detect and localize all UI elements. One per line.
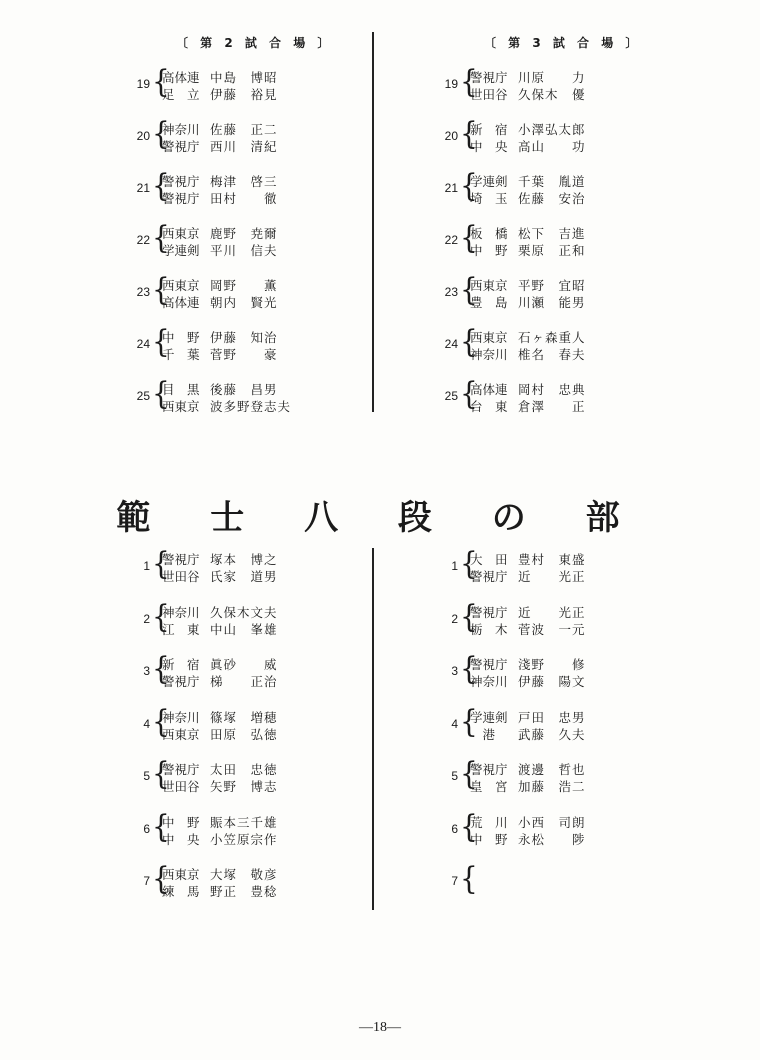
competitor-name: 倉澤 正 (518, 399, 586, 414)
match-number: 23 (136, 285, 150, 299)
competitor-affiliation: 神奈川 (470, 674, 508, 689)
pairing-brace-icon: { (459, 168, 478, 204)
competitor-affiliation: 神奈川 (162, 604, 200, 620)
match-pair (440, 376, 620, 416)
top-divider-line (372, 32, 374, 412)
match-number: 25 (444, 389, 458, 403)
competitor-affiliation: 千 葉 (162, 347, 200, 362)
competitor-row (470, 657, 604, 673)
match-pair (132, 168, 312, 208)
competitor-affiliation: 学連剣 (470, 174, 508, 189)
competitor-row (162, 347, 296, 363)
competitor-name: 加藤 浩二 (518, 779, 586, 794)
match-number: 2 (143, 611, 150, 626)
competitor-affiliation: 警視庁 (162, 552, 200, 567)
competitor-name: 小西 司朗 (518, 814, 586, 830)
competitor-row (162, 832, 296, 848)
match-pair (440, 272, 620, 312)
match-pair (440, 808, 620, 849)
competitor-row (162, 399, 296, 415)
competitor-row (162, 87, 296, 103)
pairing-brace-icon: { (151, 861, 170, 897)
pairing-brace-icon: { (151, 324, 170, 360)
competitor-row (470, 762, 604, 778)
pairing-brace-icon: { (459, 651, 478, 687)
competitor-affiliation: 西東京 (162, 278, 200, 293)
competitor-affiliation: 豊 島 (470, 295, 508, 310)
match-pair (132, 651, 312, 691)
competitor-row (470, 139, 604, 155)
competitor-row (470, 710, 604, 726)
competitor-affiliation: 西東京 (470, 278, 508, 293)
competitor-row (470, 330, 604, 346)
match-number: 20 (136, 129, 150, 143)
competitor-name: 渡邊 哲也 (518, 762, 586, 777)
competitor-name: 菅波 一元 (518, 621, 586, 637)
match-pair (440, 168, 620, 208)
match-number: 1 (451, 559, 458, 573)
competitor-affiliation: 高体連 (470, 382, 508, 397)
competitor-row (470, 347, 604, 363)
competitor-name: 梅津 啓三 (210, 174, 278, 189)
competitor-affiliation: 世田谷 (162, 779, 200, 794)
pairing-brace-icon: { (459, 756, 478, 792)
competitor-affiliation: 神奈川 (470, 347, 508, 362)
section-title: 範 士 八 段 の 部 (116, 498, 644, 538)
pairing-brace-icon: { (151, 376, 170, 412)
match-number: 21 (444, 181, 458, 195)
competitor-affiliation: 中 野 (162, 330, 200, 345)
match-pair (132, 703, 312, 744)
match-number: 22 (444, 233, 458, 247)
match-pair (132, 756, 312, 796)
pairing-brace-icon: { (151, 808, 170, 845)
pairing-brace-icon: { (459, 703, 478, 740)
competitor-affiliation: 中 野 (470, 243, 508, 258)
match-number: 4 (143, 716, 150, 731)
match-number: 24 (444, 337, 458, 351)
competitor-name: 大塚 敬彦 (210, 867, 278, 882)
match-pair (440, 703, 620, 744)
competitor-name: 菅野 豪 (210, 347, 278, 362)
competitor-affiliation: 警視庁 (470, 657, 508, 672)
competitor-row (162, 657, 296, 673)
competitor-name: 戸田 忠男 (518, 709, 586, 725)
competitor-affiliation: 警視庁 (470, 70, 508, 85)
competitor-affiliation: 警視庁 (470, 604, 508, 620)
match-number: 21 (136, 181, 150, 195)
competitor-affiliation: 警視庁 (162, 674, 200, 689)
competitor-row (470, 552, 604, 568)
competitor-affiliation: 警視庁 (470, 762, 508, 777)
competitor-row (162, 295, 296, 311)
competitor-name: 篠塚 増穂 (210, 709, 278, 725)
court-3-header: 〔 第 3 試 合 場 〕 (484, 36, 642, 50)
competitor-affiliation: 足 立 (162, 87, 200, 102)
competitor-row (470, 70, 604, 86)
match-number: 1 (143, 559, 150, 573)
pairing-brace-icon: { (151, 703, 170, 740)
match-number: 3 (143, 664, 150, 678)
competitor-affiliation: 中 野 (470, 831, 508, 847)
competitor-name: 石ヶ森重人 (518, 330, 586, 345)
competitor-name: 梯 正治 (210, 674, 278, 689)
competitor-row (162, 139, 296, 155)
pairing-brace-icon: { (459, 220, 478, 256)
match-number: 20 (444, 129, 458, 143)
match-pair (132, 116, 312, 156)
competitor-name: 武藤 久夫 (518, 726, 586, 742)
competitor-affiliation: 江 東 (162, 621, 200, 637)
match-pair (440, 756, 620, 796)
match-number: 22 (136, 233, 150, 247)
match-number: 5 (451, 769, 458, 783)
pairing-brace-icon: { (151, 168, 170, 204)
bottom-divider-line (372, 548, 374, 910)
competitor-row (162, 727, 296, 743)
competitor-name: 近 光正 (518, 604, 586, 620)
competitor-affiliation: 西東京 (162, 867, 200, 882)
pairing-brace-icon: { (151, 220, 170, 256)
pairing-brace-icon: { (151, 598, 170, 635)
competitor-affiliation: 警視庁 (162, 139, 200, 154)
competitor-name: 朝内 賢光 (210, 295, 278, 310)
competitor-name: 平野 宜昭 (518, 278, 586, 293)
competitor-name: 岡村 忠典 (518, 382, 586, 397)
match-pair (440, 651, 620, 691)
competitor-row (162, 382, 296, 398)
match-number: 3 (451, 664, 458, 678)
competitor-affiliation: 警視庁 (162, 174, 200, 189)
competitor-row (162, 622, 296, 638)
competitor-affiliation: 港 (470, 726, 496, 742)
competitor-row (162, 330, 296, 346)
competitor-row (470, 191, 604, 207)
competitor-affiliation: 新 宿 (162, 657, 200, 672)
pairing-brace-icon: { (151, 116, 170, 152)
pairing-brace-icon: { (459, 116, 478, 152)
competitor-affiliation: 中 野 (162, 814, 200, 830)
competitor-row (470, 226, 604, 242)
competitor-row (470, 884, 604, 900)
match-number: 2 (451, 611, 458, 626)
competitor-name: 近 光正 (518, 569, 586, 584)
competitor-name: 千葉 胤道 (518, 174, 586, 189)
competitor-row (470, 174, 604, 190)
competitor-name: 川原 力 (518, 70, 586, 85)
competitor-affiliation: 学連剣 (470, 709, 508, 725)
competitor-affiliation: 高体連 (162, 295, 200, 310)
competitor-name: 野正 豊稔 (210, 884, 278, 899)
match-pair (440, 861, 620, 901)
competitor-row (162, 884, 296, 900)
match-pair (132, 376, 312, 416)
competitor-affiliation: 大 田 (470, 552, 508, 567)
competitor-row (162, 174, 296, 190)
competitor-affiliation: 高体連 (162, 70, 200, 85)
competitor-affiliation: 警視庁 (162, 191, 200, 206)
competitor-affiliation: 台 東 (470, 399, 508, 414)
pairing-brace-icon: { (459, 324, 478, 360)
competitor-affiliation: 世田谷 (162, 569, 200, 584)
competitor-affiliation: 学連剣 (162, 243, 200, 258)
competitor-row (470, 832, 604, 848)
page-number: —18— (359, 1020, 401, 1035)
competitor-row (470, 622, 604, 638)
competitor-name: 伊藤 裕見 (210, 87, 278, 102)
competitor-name: 塚本 博之 (210, 552, 278, 567)
competitor-name: 松下 吉進 (518, 226, 586, 241)
competitor-name: 田原 弘徳 (210, 726, 278, 742)
competitor-row (470, 605, 604, 621)
competitor-name: 椎名 春夫 (518, 347, 586, 362)
match-number: 7 (451, 874, 458, 888)
match-pair (132, 808, 312, 849)
competitor-name: 淺野 修 (518, 657, 586, 672)
match-pair (132, 861, 312, 901)
pairing-brace-icon: { (151, 64, 170, 100)
competitor-affiliation: 練 馬 (162, 884, 200, 899)
match-number: 6 (143, 821, 150, 836)
competitor-row (162, 762, 296, 778)
match-number: 7 (143, 874, 150, 888)
pairing-brace-icon: { (459, 272, 478, 308)
competitor-row (162, 191, 296, 207)
competitor-affiliation: 西東京 (470, 330, 508, 345)
competitor-row (162, 674, 296, 690)
competitor-affiliation: 神奈川 (162, 122, 200, 137)
pairing-brace-icon: { (459, 598, 478, 635)
competitor-affiliation: 西東京 (162, 726, 200, 742)
competitor-row (162, 605, 296, 621)
competitor-row (470, 87, 604, 103)
competitor-name: 後藤 昌男 (210, 382, 278, 397)
competitor-name: 鹿野 尭爾 (210, 226, 278, 241)
competitor-affiliation: 栃 木 (470, 621, 508, 637)
match-pair (132, 324, 312, 364)
competitor-row (162, 278, 296, 294)
competitor-row (470, 727, 604, 743)
competitor-name: 小澤弘太郎 (518, 122, 586, 137)
competitor-affiliation: 警視庁 (470, 569, 508, 584)
pairing-brace-icon: { (459, 376, 478, 412)
competitor-affiliation: 西東京 (162, 399, 200, 414)
competitor-name: 久保木文夫 (210, 604, 278, 620)
competitor-name: 中島 博昭 (210, 70, 278, 85)
competitor-row (162, 569, 296, 585)
pairing-brace-icon: { (151, 651, 170, 687)
competitor-name: 伊藤 陽文 (518, 674, 586, 689)
competitor-row (470, 779, 604, 795)
competitor-name: 久保木 優 (518, 87, 586, 102)
competitor-name: 佐藤 正二 (210, 122, 278, 137)
competitor-affiliation: 中 央 (162, 831, 200, 847)
competitor-row (162, 815, 296, 831)
match-pair (440, 220, 620, 260)
competitor-row (470, 399, 604, 415)
competitor-row (162, 779, 296, 795)
match-pair (440, 324, 620, 364)
competitor-affiliation: 警視庁 (162, 762, 200, 777)
competitor-name: 賑本三千雄 (210, 814, 278, 830)
competitor-name: 佐藤 安治 (518, 191, 586, 206)
competitor-name: 永松 陟 (518, 831, 586, 847)
competitor-name: 豊村 東盛 (518, 552, 586, 567)
match-pair (132, 546, 312, 586)
competitor-row (470, 867, 604, 883)
competitor-name: 伊藤 知治 (210, 330, 278, 345)
match-pair (132, 64, 312, 104)
match-number: 23 (444, 285, 458, 299)
match-pair (132, 598, 312, 639)
match-pair (440, 64, 620, 104)
match-pair (440, 598, 620, 639)
competitor-affiliation: 西東京 (162, 226, 200, 241)
competitor-row (162, 122, 296, 138)
competitor-row (470, 815, 604, 831)
pairing-brace-icon: { (151, 546, 170, 582)
competitor-affiliation: 中 央 (470, 139, 508, 154)
competitor-name: 矢野 博志 (210, 779, 278, 794)
match-number: 24 (136, 337, 150, 351)
competitor-affiliation: 荒 川 (470, 814, 508, 830)
competitor-name: 波多野登志夫 (210, 399, 292, 414)
competitor-name: 川瀬 能男 (518, 295, 586, 310)
competitor-name: 眞砂 威 (210, 657, 278, 672)
pairing-brace-icon: { (151, 272, 170, 308)
competitor-name: 岡野 薫 (210, 278, 278, 293)
competitor-affiliation: 皇 宮 (470, 779, 508, 794)
competitor-name: 高山 功 (518, 139, 586, 154)
match-pair (132, 220, 312, 260)
match-number: 25 (136, 389, 150, 403)
competitor-name: 太田 忠徳 (210, 762, 278, 777)
competitor-row (470, 382, 604, 398)
pairing-brace-icon: { (459, 546, 478, 582)
competitor-name: 西川 清紀 (210, 139, 278, 154)
competitor-row (162, 243, 296, 259)
court-2-header: 〔 第 2 試 合 場 〕 (176, 36, 334, 50)
competitor-name: 栗原 正和 (518, 243, 586, 258)
competitor-row (470, 243, 604, 259)
competitor-name: 氏家 道男 (210, 569, 278, 584)
competitor-affiliation: 新 宿 (470, 122, 508, 137)
match-number: 19 (444, 77, 458, 91)
competitor-row (162, 710, 296, 726)
match-number: 6 (451, 821, 458, 836)
pairing-brace-icon: { (459, 64, 478, 100)
competitor-row (470, 569, 604, 585)
competitor-row (470, 278, 604, 294)
match-pair (440, 546, 620, 586)
competitor-row (162, 867, 296, 883)
competitor-row (470, 674, 604, 690)
match-pair (440, 116, 620, 156)
match-number: 19 (136, 77, 150, 91)
competitor-row (162, 226, 296, 242)
competitor-affiliation: 埼 玉 (470, 191, 508, 206)
pairing-brace-icon: { (459, 808, 478, 845)
competitor-affiliation: 世田谷 (470, 87, 508, 102)
competitor-row (162, 552, 296, 568)
competitor-name: 小笠原宗作 (210, 831, 278, 847)
match-number: 5 (143, 769, 150, 783)
competitor-row (470, 295, 604, 311)
competitor-row (470, 122, 604, 138)
competitor-row (162, 70, 296, 86)
competitor-name: 田村 徹 (210, 191, 278, 206)
competitor-affiliation: 神奈川 (162, 709, 200, 725)
competitor-affiliation: 目 黒 (162, 382, 200, 397)
competitor-affiliation: 板 橋 (470, 226, 508, 241)
match-number: 4 (451, 716, 458, 731)
competitor-name: 平川 信夫 (210, 243, 278, 258)
match-pair (132, 272, 312, 312)
pairing-brace-icon: { (151, 756, 170, 792)
pairing-brace-icon: { (459, 861, 478, 897)
competitor-name: 中山 峯雄 (210, 621, 278, 637)
